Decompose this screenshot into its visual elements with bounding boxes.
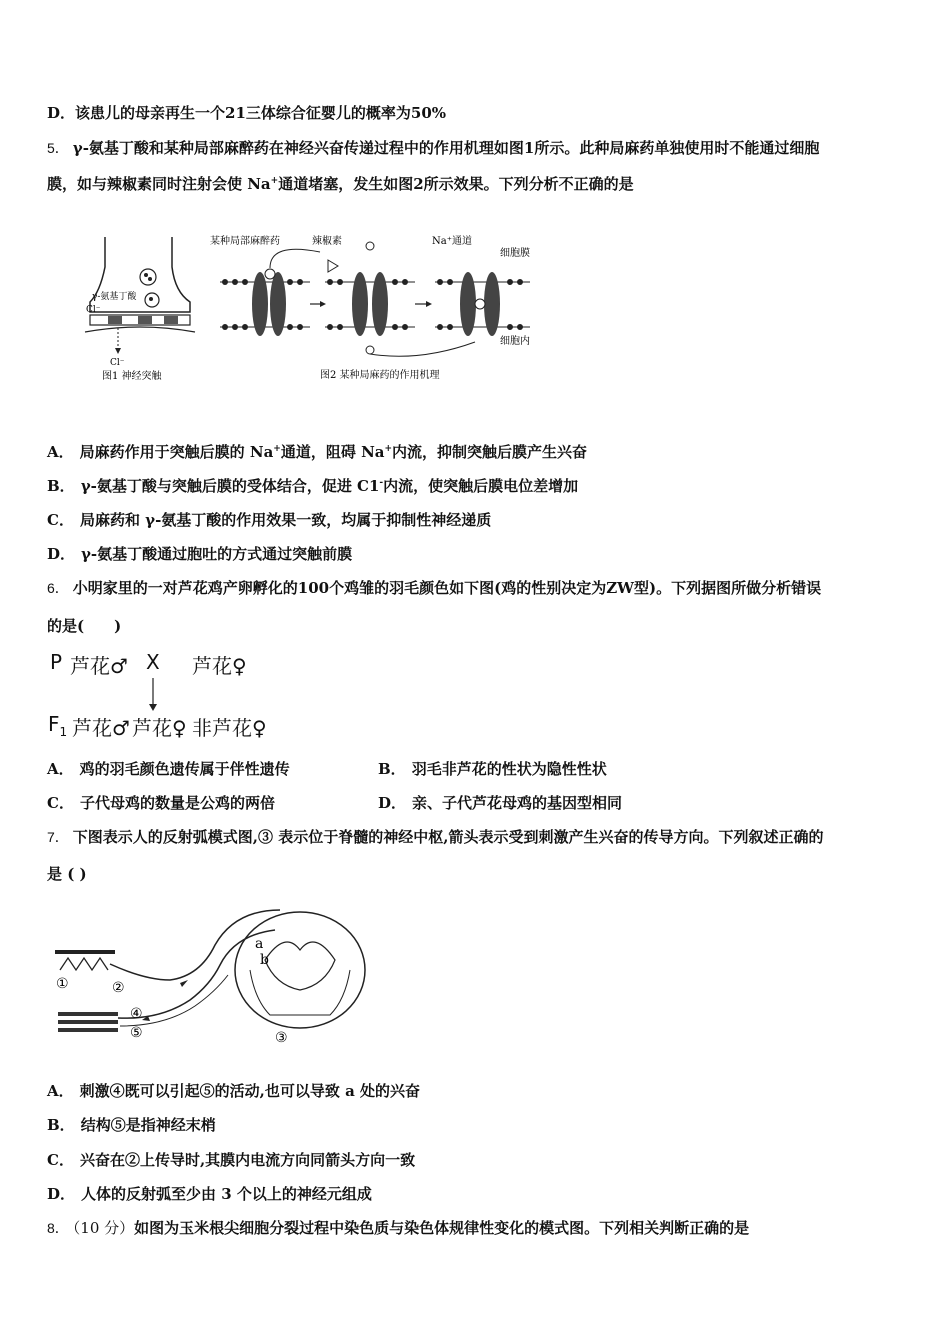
pedigree-p-label: P — [50, 650, 63, 674]
option-text: 鸡的羽毛颜色遗传属于伴性遗传 — [79, 760, 290, 778]
q7-option-c — [47, 1150, 415, 1170]
q6-stem-line2 — [47, 616, 121, 636]
score: （10 分） — [72, 1219, 135, 1237]
option-text: 内流，使突触后膜电位差增加 — [383, 477, 579, 495]
q5-stem-line2 — [47, 174, 634, 194]
option-label: B． — [47, 477, 75, 495]
label-b: b — [260, 952, 269, 968]
option-label: B． — [47, 1116, 75, 1134]
option-label: A． — [47, 443, 74, 461]
option-text: γ-氨基丁酸与突触后膜的受体结合，促进 C1 — [80, 477, 380, 495]
reflex-arc-diagram — [50, 900, 380, 1050]
q5-option-b — [47, 476, 578, 496]
option-label: C． — [47, 511, 74, 529]
q7-stem-line1 — [47, 827, 823, 847]
f1-subscript: 1 — [59, 725, 68, 739]
stem-text: 是 ( ) — [47, 865, 87, 883]
stem-text: 如图为玉米根尖细胞分裂过程中染色质与染色体规律性变化的模式图。下列相关判断正确的是 — [134, 1219, 750, 1237]
label-gaba: γ-氨基丁酸 — [92, 292, 137, 302]
label-na-channel: Na⁺通道 — [432, 236, 472, 247]
option-text: 该患儿的母亲再生一个21三体综合征婴儿的概率为50% — [75, 104, 447, 122]
pedigree-f1-label — [48, 712, 67, 739]
option-text: 通道，阻碍 Na — [280, 443, 385, 461]
superscript: + — [273, 444, 281, 454]
question-number: 6． — [47, 580, 69, 596]
figure-anesthetic-mechanism — [210, 232, 550, 382]
superscript: - — [379, 478, 384, 488]
pedigree-p-female: 芦花♀ — [192, 654, 247, 678]
option-text: 刺激④既可以引起⑤的活动,也可以导致 a 处的兴奋 — [79, 1082, 421, 1100]
synapse-diagram — [80, 232, 205, 382]
pedigree-f1-nonbarred-female: 非芦花♀ — [192, 716, 267, 740]
label-3: ③ — [275, 1030, 288, 1046]
option-text: 兴奋在②上传导时,其膜内电流方向同箭头方向一致 — [79, 1151, 416, 1169]
q6-option-b — [378, 759, 607, 779]
stem-text: 的是( ) — [47, 617, 122, 635]
q5-option-d — [47, 544, 352, 564]
figure-caption: 图2 某种局麻药的作用机理 — [320, 370, 440, 381]
option-label: D． — [47, 1185, 76, 1203]
pedigree-f1-male: 芦花♂ — [72, 716, 130, 740]
stem-text: 膜，如与辣椒素同时注射会使 Na — [47, 175, 271, 193]
stem-text: 小明家里的一对芦花鸡产卵孵化的100个鸡雏的羽毛颜色如下图(鸡的性别决定为ZW型)。下列据图所做分析错误 — [72, 579, 822, 597]
option-text: 子代母鸡的数量是公鸡的两倍 — [79, 794, 275, 812]
option-label: A． — [47, 1082, 74, 1100]
stem-text: 下图表示人的反射弧模式图,③ 表示位于脊髓的神经中枢,箭头表示受到刺激产生兴奋的传导方向。下列叙述正确的 — [72, 828, 824, 846]
option-label: A． — [47, 760, 74, 778]
superscript: + — [384, 444, 393, 454]
q8-stem — [47, 1218, 749, 1238]
q4-option-d — [47, 103, 446, 123]
label-anesthetic: 某种局部麻醉药 — [210, 236, 280, 247]
pedigree-arrow — [146, 678, 160, 712]
pedigree-f1-female: 芦花♀ — [132, 716, 187, 740]
option-label: D． — [47, 104, 76, 122]
q5-option-a — [47, 442, 587, 462]
option-text: 内流，抑制突触后膜产生兴奋 — [392, 443, 588, 461]
option-label: C． — [47, 794, 74, 812]
label-2: ② — [112, 980, 125, 996]
figure-reflex-arc — [50, 900, 380, 1050]
pedigree-p-male: 芦花♂ — [70, 654, 128, 678]
q6-option-c — [47, 793, 275, 813]
option-label: D． — [47, 545, 76, 563]
label-5: ⑤ — [130, 1025, 143, 1041]
q7-stem-line2 — [47, 864, 87, 884]
question-number: 5． — [47, 140, 69, 156]
option-text: 亲、子代芦花母鸡的基因型相同 — [412, 794, 623, 812]
label-1: ① — [56, 976, 69, 992]
label-cl-bottom: Cl⁻ — [110, 358, 125, 368]
stem-text: 通道堵塞，发生如图2所示效果。下列分析不正确的是 — [278, 175, 634, 193]
q6-option-a — [47, 759, 290, 779]
option-text: 结构⑤是指神经末梢 — [80, 1116, 216, 1134]
label-membrane: 细胞膜 — [500, 248, 530, 259]
anesthetic-diagram — [210, 232, 550, 382]
label-capsaicin: 辣椒素 — [312, 236, 342, 247]
option-text: 局麻药和 γ-氨基丁酸的作用效果一致，均属于抑制性神经递质 — [79, 511, 492, 529]
q6-stem-line1 — [47, 578, 821, 598]
option-text: 人体的反射弧至少由 3 个以上的神经元组成 — [81, 1185, 372, 1203]
question-number: 8． — [47, 1220, 69, 1236]
label-4: ④ — [130, 1006, 143, 1022]
q5-stem-line1 — [47, 138, 819, 158]
label-inside: 细胞内 — [500, 336, 530, 347]
pedigree-cross: X — [146, 650, 160, 674]
label-cl-top: Cl⁻ — [86, 305, 101, 315]
option-label: C． — [47, 1151, 74, 1169]
q6-option-d — [378, 793, 622, 813]
figure-caption: 图1 神经突触 — [102, 371, 162, 382]
option-text: 局麻药作用于突触后膜的 Na — [79, 443, 274, 461]
q7-option-b — [47, 1115, 216, 1135]
stem-text: γ-氨基丁酸和某种局部麻醉药在神经兴奋传递过程中的作用机理如图1所示。此种局麻药单独使用时不能通过细胞 — [72, 139, 820, 157]
option-label: D． — [378, 794, 407, 812]
option-text: γ-氨基丁酸通过胞吐的方式通过突触前膜 — [81, 545, 353, 563]
superscript: + — [270, 176, 279, 186]
question-number: 7． — [47, 829, 69, 845]
option-text: 羽毛非芦花的性状为隐性性状 — [411, 760, 607, 778]
label-a: a — [255, 936, 264, 952]
q7-option-d — [47, 1184, 372, 1204]
q5-option-c — [47, 510, 491, 530]
q7-option-a — [47, 1081, 420, 1101]
option-label: B． — [378, 760, 406, 778]
f1-letter: F — [48, 712, 60, 736]
figure-synapse — [80, 232, 205, 382]
